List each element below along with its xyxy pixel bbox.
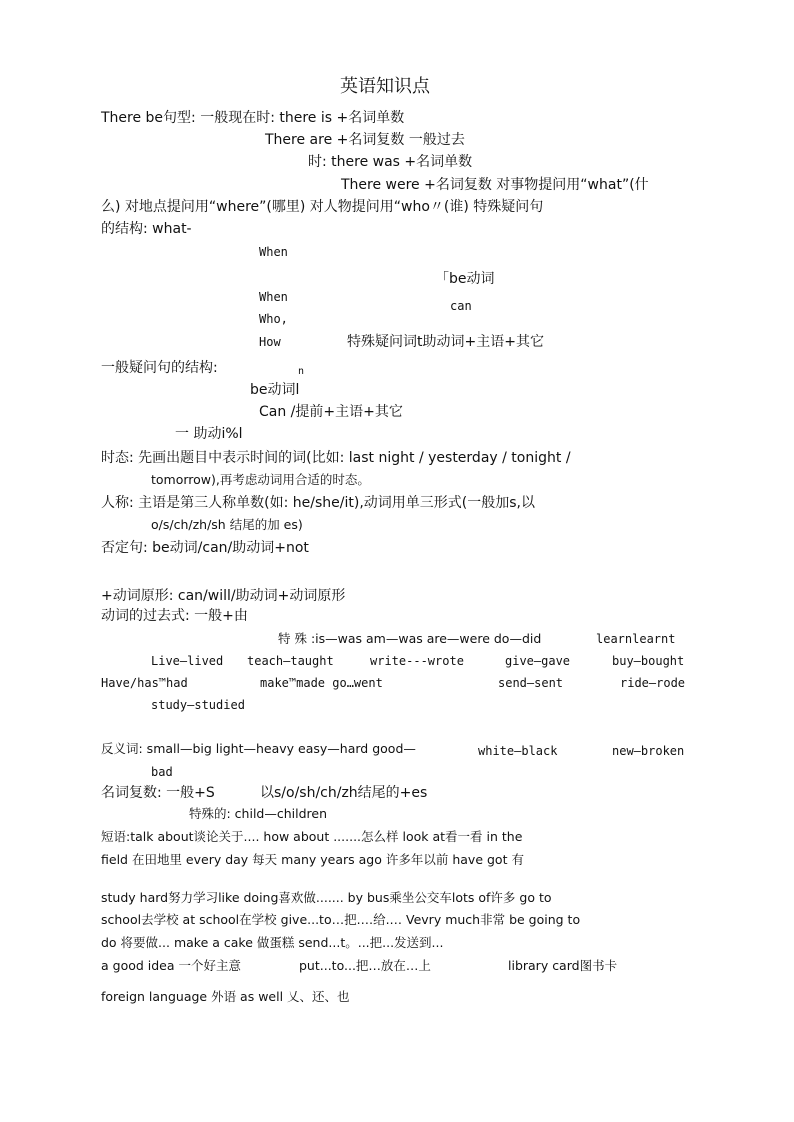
text-line: 特殊的: child—children [189, 806, 328, 821]
text-line: n [298, 366, 305, 377]
text-line: Have/has™had [101, 676, 188, 690]
text-line: Can /提前+主语+其它 [259, 404, 403, 420]
text-line: 动词的过去式: 一般+由 [101, 608, 248, 624]
text-line: Who, [259, 312, 288, 326]
text-line: o/s/ch/zh/sh 结尾的加 es) [151, 517, 303, 532]
text-line: buy—bought [612, 654, 685, 668]
text-line: be动词l [250, 382, 300, 398]
text-line: foreign language 外语 as well 乂、还、也 [101, 989, 350, 1004]
text-line: 反义词: small—big light—heavy easy—hard good— [101, 741, 416, 756]
text-line: 短语:talk about谈论关于.... how about .......怎么样 look at看一看 in the [101, 829, 523, 844]
text-line: put...to...把…放在…上 [299, 958, 431, 973]
text-line: 名词复数: 一般+S [101, 785, 215, 801]
text-line: 否定句: be动词/can/助动词+not [101, 540, 309, 556]
text-line: 一 助动i%l [175, 426, 243, 442]
text-line: 「be动词 [435, 271, 495, 287]
text-line: 以s/o/sh/ch/zh结尾的+es [260, 785, 428, 801]
text-line: new—broken [612, 744, 685, 758]
text-line: a good idea 一个好主意 [101, 958, 242, 973]
text-line: How [259, 335, 281, 349]
text-line: 人称: 主语是第三人称单数(如: he/she/it),动词用单三形式(一般加s,以 [101, 495, 535, 511]
text-line: write---wrote [370, 654, 464, 668]
text-line: teach—taught [247, 654, 334, 668]
text-line: can [450, 299, 472, 313]
text-line: 时态: 先画出题目中表示时间的词(比如: last night / yesterday / tonight / [101, 450, 571, 466]
text-line: ride—rode [620, 676, 686, 690]
text-line: When [259, 290, 288, 304]
text-line: There be句型: 一般现在时: there is +名词单数 [101, 110, 405, 126]
text-line: give—gave [505, 654, 571, 668]
text-line: school去学校 at school在学校 give...to…把.…给.… Vevry much非常 be going to [101, 912, 581, 927]
text-line: bad [151, 765, 173, 779]
text-line: learnlearnt [596, 632, 676, 646]
text-line: library card图书卡 [508, 958, 618, 973]
text-line: send—sent [498, 676, 564, 690]
text-line: There are +名词复数 一般过去 [265, 132, 465, 148]
text-line: white—black [478, 744, 558, 758]
page-title: 英语知识点 [340, 76, 430, 97]
text-line: 特殊疑问词t助动词+主语+其它 [347, 334, 544, 350]
text-line: Live—lived [151, 654, 224, 668]
text-line: tomorrow),再考虑动词用合适的时态。 [151, 472, 370, 487]
text-line: +动词原形: can/will/助动词+动词原形 [101, 588, 346, 604]
text-line: 时: there was +名词单数 [308, 154, 473, 170]
text-line: 么) 对地点提问用“where”(哪里) 对人物提问用“who〃(谁) 特殊疑问句 [101, 199, 544, 215]
text-line: 特 殊 :is—was am—was are—were do—did [278, 631, 542, 646]
text-line: make™made go…went [260, 676, 383, 690]
text-line: do 将要做... make a cake 做蛋糕 send...t。...把...发送到... [101, 935, 444, 950]
text-line: field 在田地里 every day 每天 many years ago 许多年以前 have got 有 [101, 852, 524, 867]
text-line: study—studied [151, 698, 245, 712]
text-line: 一般疑问句的结构: [101, 360, 218, 376]
text-line: When [259, 245, 288, 259]
text-line: study hard努力学习like doing喜欢做....... by bus乘坐公交车lots of许多 go to [101, 890, 552, 905]
text-line: There were +名词复数 对事物提问用“what”(什 [341, 177, 649, 193]
text-line: 的结构: what- [101, 221, 192, 237]
